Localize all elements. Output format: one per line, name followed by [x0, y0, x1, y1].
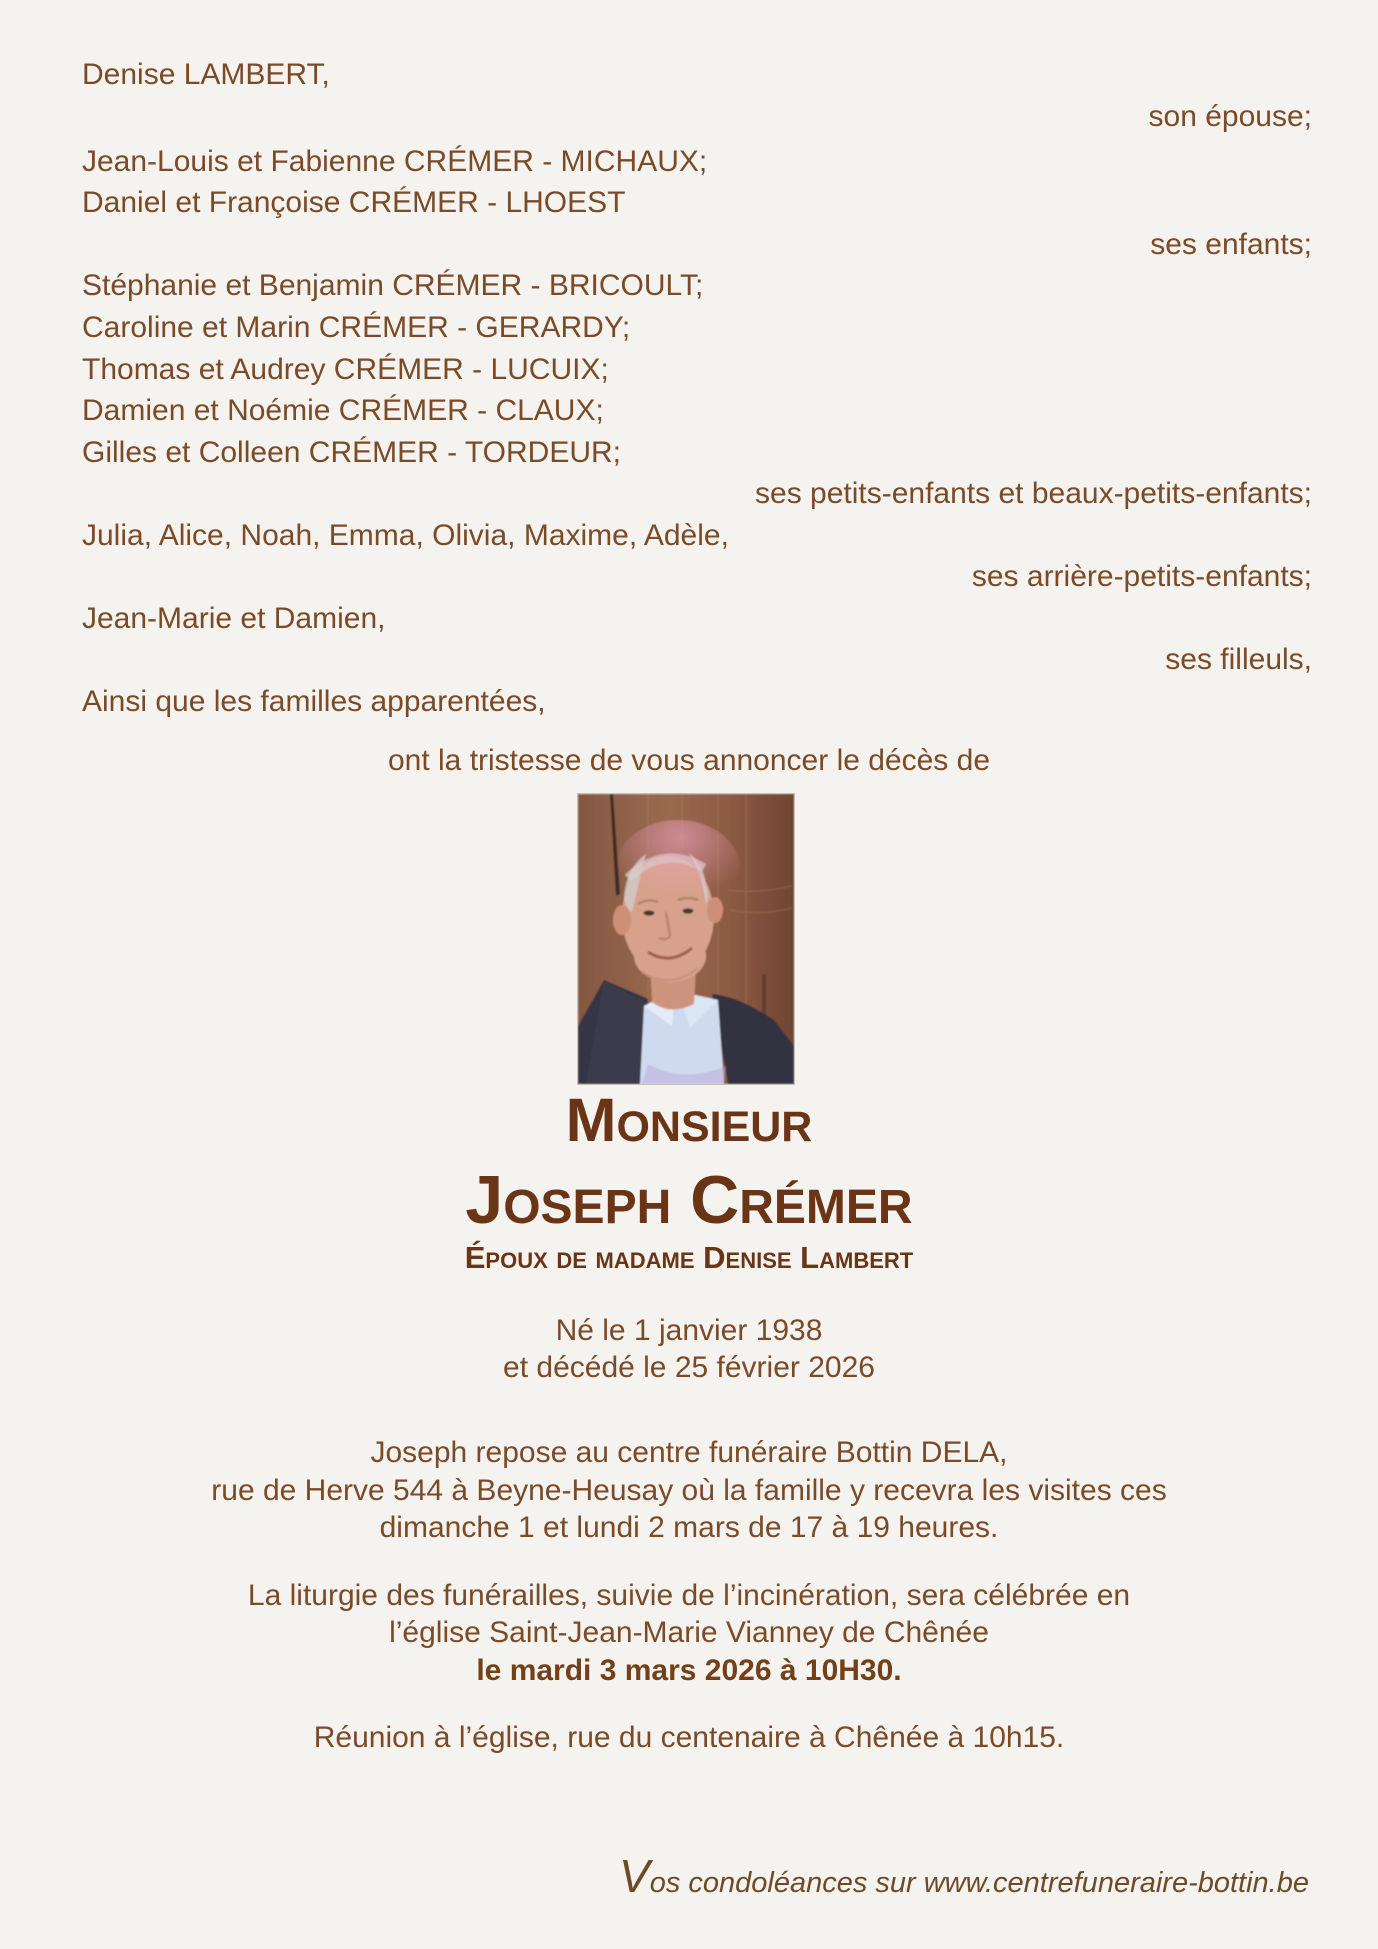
condolences-note: Vos condoléances sur www.centrefuneraire-bottin.be — [619, 1850, 1309, 1902]
family-line: ont la tristesse de vous annoncer le décès de — [387, 744, 991, 777]
deceased-civility: Monsieur — [565, 1086, 813, 1154]
family-line: ses enfants; — [1150, 228, 1312, 261]
family-line: Stéphanie et Benjamin CRÉMER - BRICOULT; — [82, 269, 704, 302]
family-line: Julia, Alice, Noah, Emma, Olivia, Maxime, Adèle, — [82, 519, 729, 552]
family-line: Ainsi que les familles apparentées, — [82, 685, 546, 718]
family-line: Jean-Marie et Damien, — [82, 602, 386, 635]
detail-line: l’église Saint-Jean-Marie Vianney de Chênée — [389, 1616, 989, 1649]
deceased-subtitle: Époux de madame Denise Lambert — [464, 1240, 914, 1275]
family-line: ses arrière-petits-enfants; — [971, 560, 1312, 593]
deceased-portrait-photo — [577, 793, 795, 1085]
family-line: Daniel et Françoise CRÉMER - LHOEST — [82, 186, 626, 219]
family-line: Denise LAMBERT, — [82, 58, 330, 91]
photo-pink-light — [616, 820, 740, 916]
detail-line: Né le 1 janvier 1938 — [555, 1314, 823, 1347]
family-line: Gilles et Colleen CRÉMER - TORDEUR; — [82, 436, 622, 469]
detail-line: dimanche 1 et lundi 2 mars de 17 à 19 heures. — [379, 1511, 999, 1544]
detail-line: Joseph repose au centre funéraire Bottin DELA, — [370, 1436, 1008, 1469]
family-line: Damien et Noémie CRÉMER - CLAUX; — [82, 394, 604, 427]
family-line: Jean-Louis et Fabienne CRÉMER - MICHAUX; — [82, 145, 708, 178]
deceased-name: Joseph Crémer — [465, 1162, 913, 1238]
detail-line: rue de Herve 544 à Beyne-Heusay où la famille y recevra les visites ces — [211, 1474, 1167, 1507]
family-line: ses filleuls, — [1165, 643, 1312, 676]
detail-line: et décédé le 25 février 2026 — [503, 1351, 875, 1384]
family-line: Thomas et Audrey CRÉMER - LUCUIX; — [82, 353, 609, 386]
family-line: Caroline et Marin CRÉMER - GERARDY; — [82, 311, 631, 344]
detail-line: La liturgie des funérailles, suivie de l’incinération, sera célébrée en — [247, 1579, 1131, 1612]
detail-line: Réunion à l’église, rue du centenaire à Chênée à 10h15. — [313, 1721, 1065, 1754]
family-line: son épouse; — [1148, 100, 1312, 133]
detail-line: le mardi 3 mars 2026 à 10H30. — [476, 1654, 902, 1687]
family-line: ses petits-enfants et beaux-petits-enfants; — [755, 477, 1312, 510]
